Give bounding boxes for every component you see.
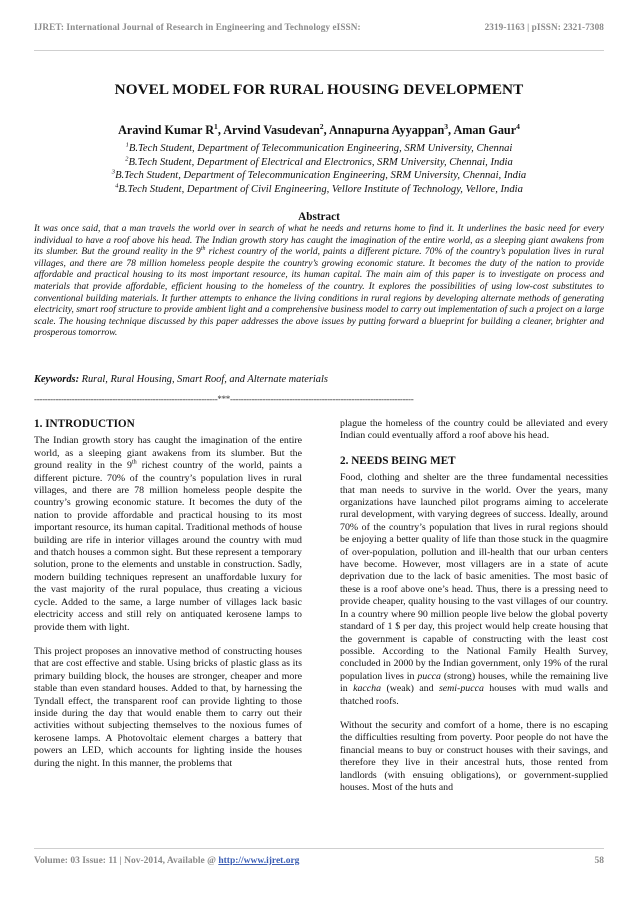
author-4: Aman Gaur$^4$ — [453, 121, 520, 137]
abstract-heading: Abstract — [298, 211, 340, 223]
page-number: 58 — [594, 856, 604, 866]
author-list — [34, 123, 604, 138]
running-footer — [34, 856, 604, 866]
intro-paragraph-2-continued: plague the homeless of the country could be alleviated and every Indian could eventually afford a roof above his head. — [340, 418, 608, 442]
needs-paragraph-2: Without the security and comfort of a home, there is no escaping the difficulties resulting from poverty. Poor people do not have the financial means to buy or construct houses with their savings, and therefore they live in their ancestral huts, those rented from landlords (with ensuing obligations), or government-supplied houses. Most of the huts and — [340, 719, 608, 793]
keywords-label: Keywords: — [34, 374, 80, 385]
affiliation-list — [34, 142, 604, 196]
running-header — [34, 12, 604, 42]
header-rule — [34, 50, 604, 51]
affiliation-4: $^4$B.Tech Student, Department of Civil Engineering, Vellore Institute of Technology, Vellore, India — [115, 182, 523, 195]
affiliation-3: $^3$B.Tech Student, Department of Telecommunication Engineering, SRM University, Chennai, India — [111, 168, 527, 182]
affiliation-1: $^1$B.Tech Student, Department of Telecommunication Engineering, SRM University, Chennai — [125, 141, 513, 154]
paper-title: NOVEL MODEL FOR RURAL HOUSING DEVELOPMENT — [114, 81, 524, 98]
abstract-text: It was once said, that a man travels the world over in search of what he needs and returns home to find it. It underlines the basic need for every individual to have a roof above his head. The Indian growth story has caught the imagination of the entire world, as a sleeping giant awakens from its slumber. But the ground reality in the 9th richest country of the world, paints a different picture. 70% of the country’s population lives in rural villages, and there are 78 million homeless people despite the country’s growing economic stature. It becomes the duty of the nation to provide affordable and practical housing to its most important resource, its human capital. The main aim of this paper is to investigate on process and materials that provide affordable, efficient housing to the homeless of the country. It explores the possibilities of using low-cost substitutes to conventional building materials. It further attempts to enhance the living conditions in rural regions by developing alternate methods of generating electricity, smart roof structure to provide ambient light and a comprehensive business model to carry out implementation of such a project on a large scale. The housing technique discussed by this paper addresses the above issues by putting forward a blueprint for building a cleaner, brighter and prosperous tomorrow. — [34, 224, 604, 339]
author-2: Arvind Vasudevan$^2$, — [223, 121, 329, 137]
author-3: Annapurna Ayyappan$^3$, — [328, 121, 454, 137]
affiliation-2: $^2$B.Tech Student, Department of Electrical and Electronics, SRM University, Chennai, India — [125, 155, 513, 168]
left-column — [34, 418, 302, 782]
intro-paragraph-1: The Indian growth story has caught the imagination of the entire world, as a sleeping giant awakens from its slumber. But the ground reality in the 9th richest country of the world, paints a different picture. 70% of the country’s population lives in rural villages, and there are 78 million homeless people despite the country’s growing economic stature. It becomes the duty of the nation to provide affordable and practical housing to its most important resource, its human capital. Traditional methods of house building are rife in interior villages around the country with mud and thatch houses a common sight. But these represent a temporary solution, prone to the elements and unstable in construction. Sadly, modern building techniques represent an unaffordable luxury for the vast majority of the rural populace, thus creating a vicious cycle. Added to the same, a large number of villages lack basic electricity access and still rely on antiquated kerosene lamps to provide them with light. — [34, 435, 302, 633]
needs-paragraph-1: Food, clothing and shelter are the three fundamental necessities that man needs to survive in the world. Over the years, many organizations have launched pilot programs aiming to accelerate rural development, with varying degrees of success. Ideally, around 70% of the country’s population that lives in rural regions should be enjoying a better quality of life than those stuck in the quagmire of over-population, pollution and ill-health that our urban centers have become. However, most villagers are in a state of acute deprivation due to the lack of basic amenities. The most basic of these is a roof above one’s head. Thus, there is a pressing need to provide cheaper, quality housing to the vast villages of our country. In a country where 90 million people live below the global poverty standard of 1 $ per day, this project would help create housing that the government is capable of constructing with the least cost possible. According to the National Family Health Survey, concluded in 2000 by the Indian government, only 19% of the rural population lives in pucca (strong) houses, while the remaining live in kaccha (weak) and semi-pucca houses with mud walls and thatched roofs. — [340, 472, 608, 707]
section-heading-introduction: 1. INTRODUCTION — [34, 418, 135, 430]
keywords-text: Rural, Rural Housing, Smart Roof, and Alternate materials — [79, 374, 328, 385]
keywords — [34, 374, 604, 385]
section-separator: --------------------------------------------------------------------***-------------------------------------------------------------------- — [34, 394, 414, 404]
section-heading-needs: 2. NEEDS BEING MET — [340, 454, 456, 467]
journal-issn: 2319-1163 | pISSN: 2321-7308 — [484, 22, 604, 32]
footer-volume: Volume: 03 Issue: 11 | Nov-2014, Available @ http://www.ijret.org — [34, 856, 300, 866]
intro-paragraph-2: This project proposes an innovative method of constructing houses that are cost effective and stable. Using bricks of plastic glass as its primary building block, the houses are stronger, cheaper and more stable than even standard houses. Added to that, by harnessing the Tyndall effect, the transparent roof can provide lighting to those inside during the day that would enable them to carry out their activities without subjecting themselves to the noxious fumes of kerosene lamps. A Photovoltaic element charges a battery that powers an LED, which accounts for lighting inside the houses during the night. In this manner, the problems that — [34, 645, 302, 769]
author-1: Aravind Kumar $R^1$, — [118, 121, 224, 137]
footer-rule — [34, 848, 604, 849]
journal-name: IJRET: International Journal of Research in Engineering and Technology eISSN: — [34, 22, 361, 32]
journal-link[interactable]: http://www.ijret.org — [218, 856, 300, 866]
right-column — [340, 418, 608, 806]
